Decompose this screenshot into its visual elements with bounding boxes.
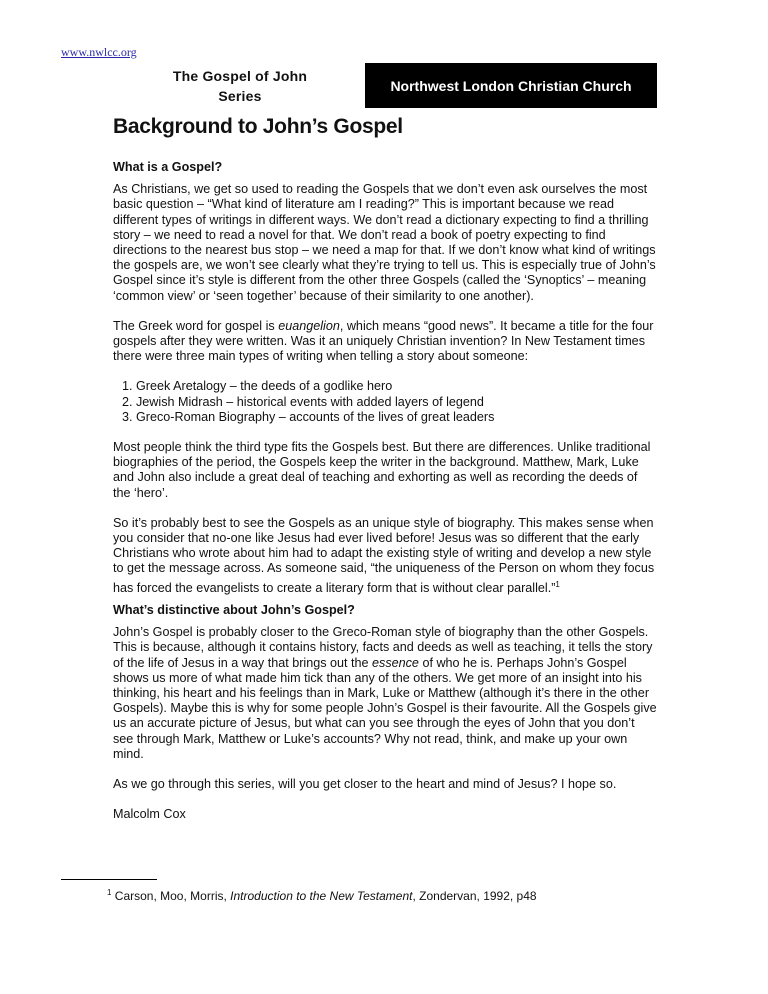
paragraph: Most people think the third type fits the Gospels best. But there are differences. Unlike traditional biographies of the period, the Gospels keep the writer in the background. Matthew, Mark, Luke and John also include a great deal of teaching and exhorting as well as recording the deeds of the ‘hero’. <box>113 440 651 500</box>
text-run: Carson, Moo, Morris, <box>111 889 231 903</box>
church-name-banner <box>365 63 657 108</box>
series-title <box>140 66 340 106</box>
writing-types-list <box>113 379 658 425</box>
paragraph: As Christians, we get so used to reading the Gospels that we don’t even ask ourselves the most basic question – “What kind of literature am I reading?” This is important because we read different types of writings in different ways. We don’t read a dictionary expecting to find a thrilling story – we need to read a novel for that. We don’t read a book of poetry expecting to find directions to the nearest bus stop – we need a map for that. If we don’t know what kind of writings the gospels are, we won’t see clearly what they’re trying to tell us. This is especially true of John’s Gospel since it’s style is different from the other three Gospels (called the ‘Synoptics’ – meaning ‘common view’ or ‘seen together’ because of their similarity to one another). <box>113 182 656 303</box>
section-heading-gospel: What is a Gospel? <box>113 160 223 174</box>
paragraph: As we go through this series, will you get closer to the heart and mind of Jesus? I hope so. <box>113 777 617 792</box>
list-item: 2. Jewish Midrash – historical events with added layers of legend <box>136 395 658 410</box>
italic-term: euangelion <box>278 318 340 333</box>
section-heading-distinctive: What’s distinctive about John’s Gospel? <box>113 603 355 618</box>
text-run: , Zondervan, 1992, p48 <box>412 889 537 903</box>
paragraph <box>113 319 658 365</box>
church-name: Northwest London Christian Church <box>390 77 632 94</box>
italic-term: essence <box>372 655 419 670</box>
page-title: Background to John’s Gospel <box>113 115 403 138</box>
footnote-marker: 1 <box>107 888 112 897</box>
text-run: The Greek word for gospel is <box>113 318 279 333</box>
text-run: of who he is. Perhaps John’s Gospel shows us more of what made him tick than any of the others. We get more of an insight into his thinking, his heart and his feelings than in Mark, Luke or Matthew (although it’s there in the other Gospels). Maybe this is why for some people John’s Gospel is their favourite. All the Gospels give us an accurate picture of Jesus, but what can you see through the eyes of John that you don’t see through Mark, Matthew or Luke’s accounts? Why not read, think, and make up your own mind. <box>113 655 657 761</box>
list-item: 3. Greco-Roman Biography – accounts of the lives of great leaders <box>136 410 658 425</box>
signature: Malcolm Cox <box>113 807 186 822</box>
text-run: , which means “good news”. It became a title for the four gospels after they were written. Was it an uniquely Christian invention? In New Testament times there were three main types of writing when telling a story about someone: <box>113 318 654 364</box>
paragraph <box>113 625 658 762</box>
series-title-line1: The Gospel of John <box>172 68 308 84</box>
text-run: So it’s probably best to see the Gospels as an unique style of biography. This makes sense when you consider that no-one like Jesus had ever lived before! Jesus was so different that the early Christians who wrote about him had to adapt the existing style of writing and develop a new style to get the message across. As someone said, “the uniqueness of the Person on whom they focus has forced the evangelists to create a literary form that is without clear parallel.” <box>113 515 655 595</box>
text-run: John’s Gospel is probably closer to the Greco-Roman style of biography than the other Gospels. This is because, although it contains history, facts and deeds as well as teaching, it tells the story of the life of Jesus in a way that brings out the <box>113 625 653 670</box>
footnote-reference[interactable]: 1 <box>555 579 560 589</box>
footnote-divider <box>61 879 157 880</box>
document-body <box>113 160 658 838</box>
book-title: Introduction to the New Testament <box>230 889 413 903</box>
website-link[interactable]: www.nwlcc.org <box>61 45 137 59</box>
footnote <box>107 888 537 903</box>
paragraph <box>113 516 658 596</box>
list-item: 1. Greek Aretalogy – the deeds of a godlike hero <box>136 379 658 394</box>
series-title-line2: Series <box>218 88 262 104</box>
